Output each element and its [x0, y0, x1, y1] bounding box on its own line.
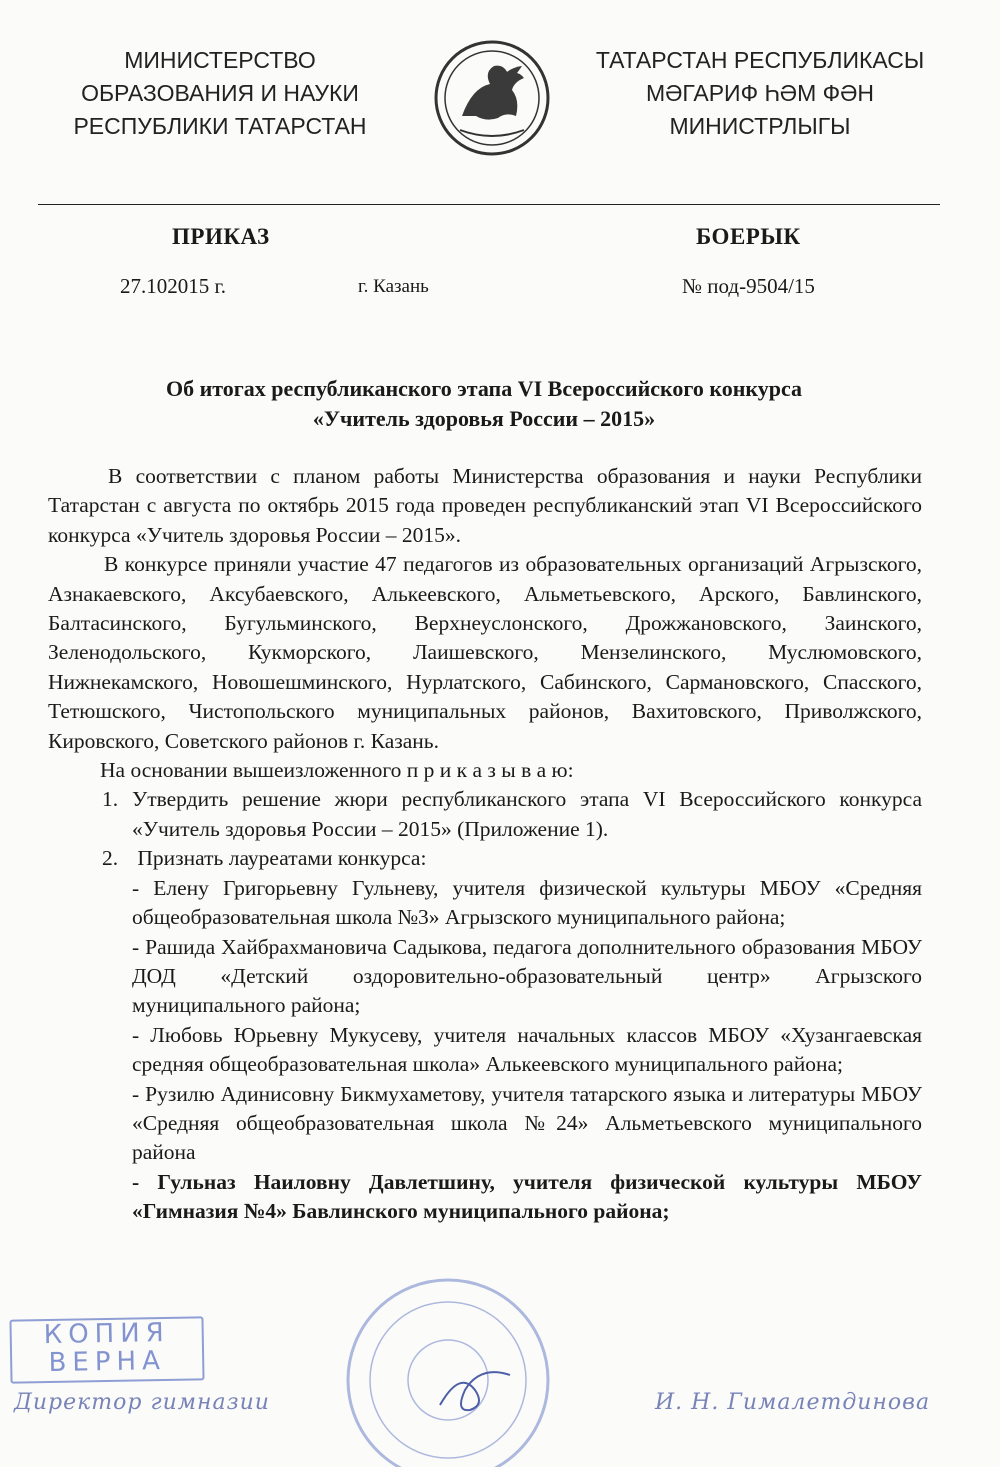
order-number: № под-9504/15 [682, 274, 815, 298]
laureate-entry: - Гульназ Наиловну Давлетшину, учителя физической культуры МБОУ «Гимназия №4» Бавлинского муниципального района; [132, 1169, 922, 1224]
order-title-ru: ПРИКАЗ [172, 224, 270, 249]
order-item [48, 785, 922, 844]
stamp-line: КОПИЯ [43, 1317, 170, 1351]
document-title-line: Об итогах республиканского этапа VI Всероссийского конкурса [165, 376, 803, 401]
laureate-entry: - Рузилю Адинисовну Бикмухаметову, учителя татарского языка и литературы МБОУ «Средняя общеобразовательная школа №24» Альметьевского муниципального района [132, 1081, 922, 1165]
order-title-tt: БОЕРЫК [696, 224, 801, 249]
letterhead-ministry-ru [40, 44, 400, 143]
document-title [48, 374, 920, 434]
header-divider [38, 204, 940, 205]
order-item-text: Утвердить решение жюри республиканского этапа VI Всероссийского конкурса «Учитель здоровья России – 2015» (Приложение 1). [132, 787, 922, 841]
signature-scribble-icon [430, 1360, 520, 1420]
order-basis: На основании вышеизложенного п р и к а з ы в а ю: [100, 758, 574, 783]
order-date: 27.102015 г. [120, 274, 226, 298]
order-item [48, 844, 922, 873]
copy-certified-stamp [9, 1316, 204, 1383]
letterhead-line: РЕСПУБЛИКИ ТАТАРСТАН [73, 113, 367, 139]
laureate-entry: - Елену Григорьевну Гульневу, учителя физической культуры МБОУ «Средняя общеобразовательная школа №3» Агрызского муниципального района; [132, 875, 922, 930]
letterhead-line: МИНИСТЕРСТВО [124, 47, 316, 73]
letterhead-line: ОБРАЗОВАНИЯ И НАУКИ [81, 80, 359, 106]
order-item-number: 2. [102, 846, 119, 871]
tatarstan-emblem-icon [432, 38, 552, 158]
signature-name: И. Н. Гималетдинова [655, 1390, 931, 1415]
order-city: г. Казань [358, 276, 429, 297]
stamp-line: ВЕРНА [48, 1345, 167, 1379]
paragraph: В соответствии с планом работы Министерства образования и науки Республики Татарстан с августа по октябрь 2015 года проведен республиканский этап VI Всероссийского конкурса «Учитель здоровья России – 2015». [48, 464, 922, 547]
laureate-entry: - Рашида Хайбрахмановича Садыкова, педагога дополнительного образования МБОУ ДОД «Детский оздоровительно-образовательный центр» Агрызского муниципального района; [132, 934, 922, 1018]
letterhead-line: МИНИСТРЛЫГЫ [669, 113, 851, 139]
signature-position: Директор гимназии [14, 1390, 270, 1415]
paragraph: В конкурсе приняли участие 47 педагогов из образовательных организаций Агрызского, Азнакаевского, Аксубаевского, Алькеевского, Альметьевского, Арского, Бавлинского, Балтасинского, Бугульминского, Верхнеуслонского, Дрожжановского, Заинского, Зеленодольского, Кукморского, Лаишевского, Мензелинского, Муслюмовского, Нижнекамского, Новошешминского, Нурлатского, Сабинского, Сармановского, Спасского, Тетюшского, Чистопольского муниципальных районов, Вахитовского, Приволжского, Кировского, Советского районов г. Казань. [48, 552, 922, 753]
letterhead-line: ТАТАРСТАН РЕСПУБЛИКАСЫ [595, 47, 925, 73]
laureate-entry: - Любовь Юрьевну Мукусеву, учителя начальных классов МБОУ «Хузангаевская средняя общеобразовательная школа» Алькеевского муниципального района; [132, 1022, 922, 1077]
letterhead-ministry-tt [560, 44, 960, 143]
document-title-line: «Учитель здоровья России – 2015» [312, 406, 656, 431]
letterhead-line: МӘГАРИФ ҺӘМ ФӘН [645, 80, 875, 106]
document-body [48, 462, 922, 1227]
order-item-text: Признать лауреатами конкурса: [132, 846, 427, 871]
order-item-number: 1. [102, 787, 119, 812]
